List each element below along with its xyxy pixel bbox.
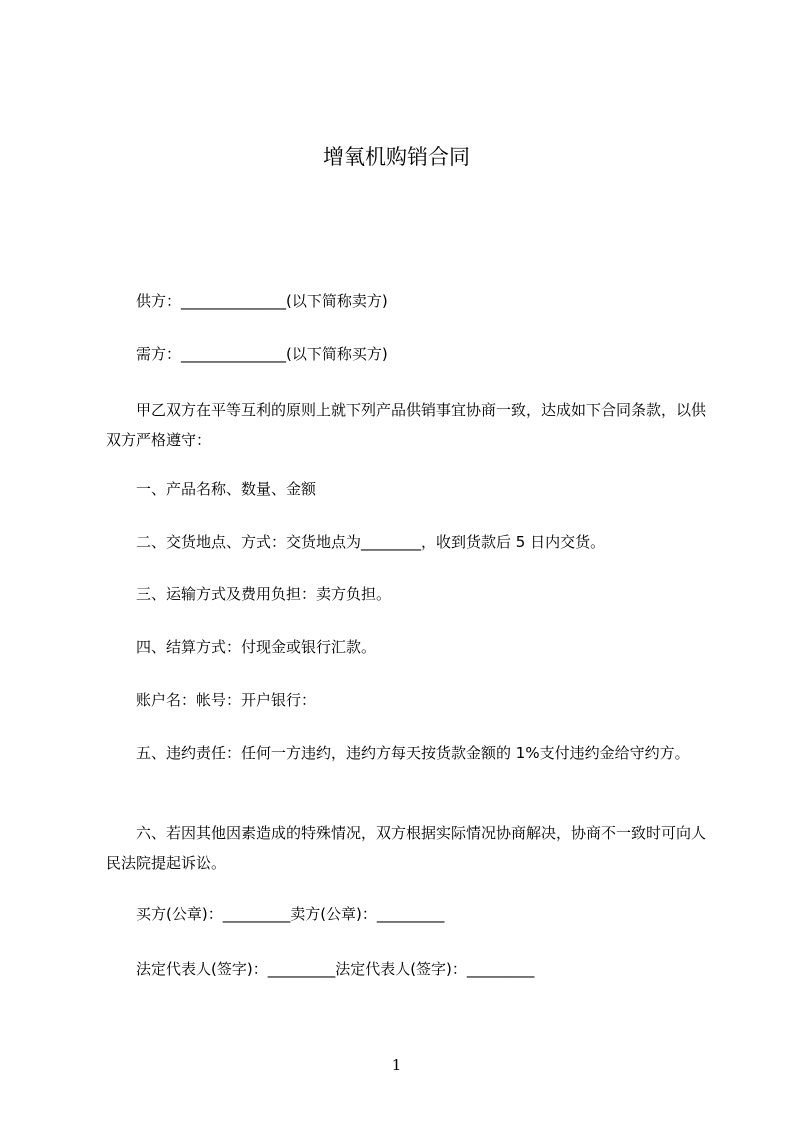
signature-line: 法定代表人(签字)：_________法定代表人(签字)：_________	[136, 960, 535, 978]
document-title: 增氧机购销合同	[323, 145, 470, 169]
clause-5: 五、违约责任：任何一方违约，违约方每天按货款金额的 1%支付违约金给守约方。	[136, 744, 690, 762]
clause-1: 一、产品名称、数量、金额	[136, 480, 317, 498]
page-number: 1	[391, 1056, 402, 1074]
clause-3: 三、运输方式及费用负担：卖方负担。	[136, 585, 392, 603]
clause-2: 二、交货地点、方式：交货地点为________，收到货款后 5 日内交货。	[136, 533, 606, 551]
supplier-line: 供方：______________(以下简称卖方)	[136, 292, 388, 310]
clause-4: 四、结算方式：付现金或银行汇款。	[136, 638, 377, 656]
seal-line: 买方(公章)：_________卖方(公章)：_________	[136, 905, 445, 923]
clause-6: 六、若因其他因素造成的特殊情况，双方根据实际情况协商解决，协商不一致时可向人民法院提起诉讼。	[106, 824, 707, 872]
account-line: 账户名：帐号：开户银行：	[136, 691, 317, 709]
intro-paragraph: 甲乙双方在平等互利的原则上就下列产品供销事宜协商一致，达成如下合同条款，以供双方严格遵守：	[106, 401, 707, 449]
buyer-line: 需方：______________(以下简称买方)	[136, 345, 388, 363]
